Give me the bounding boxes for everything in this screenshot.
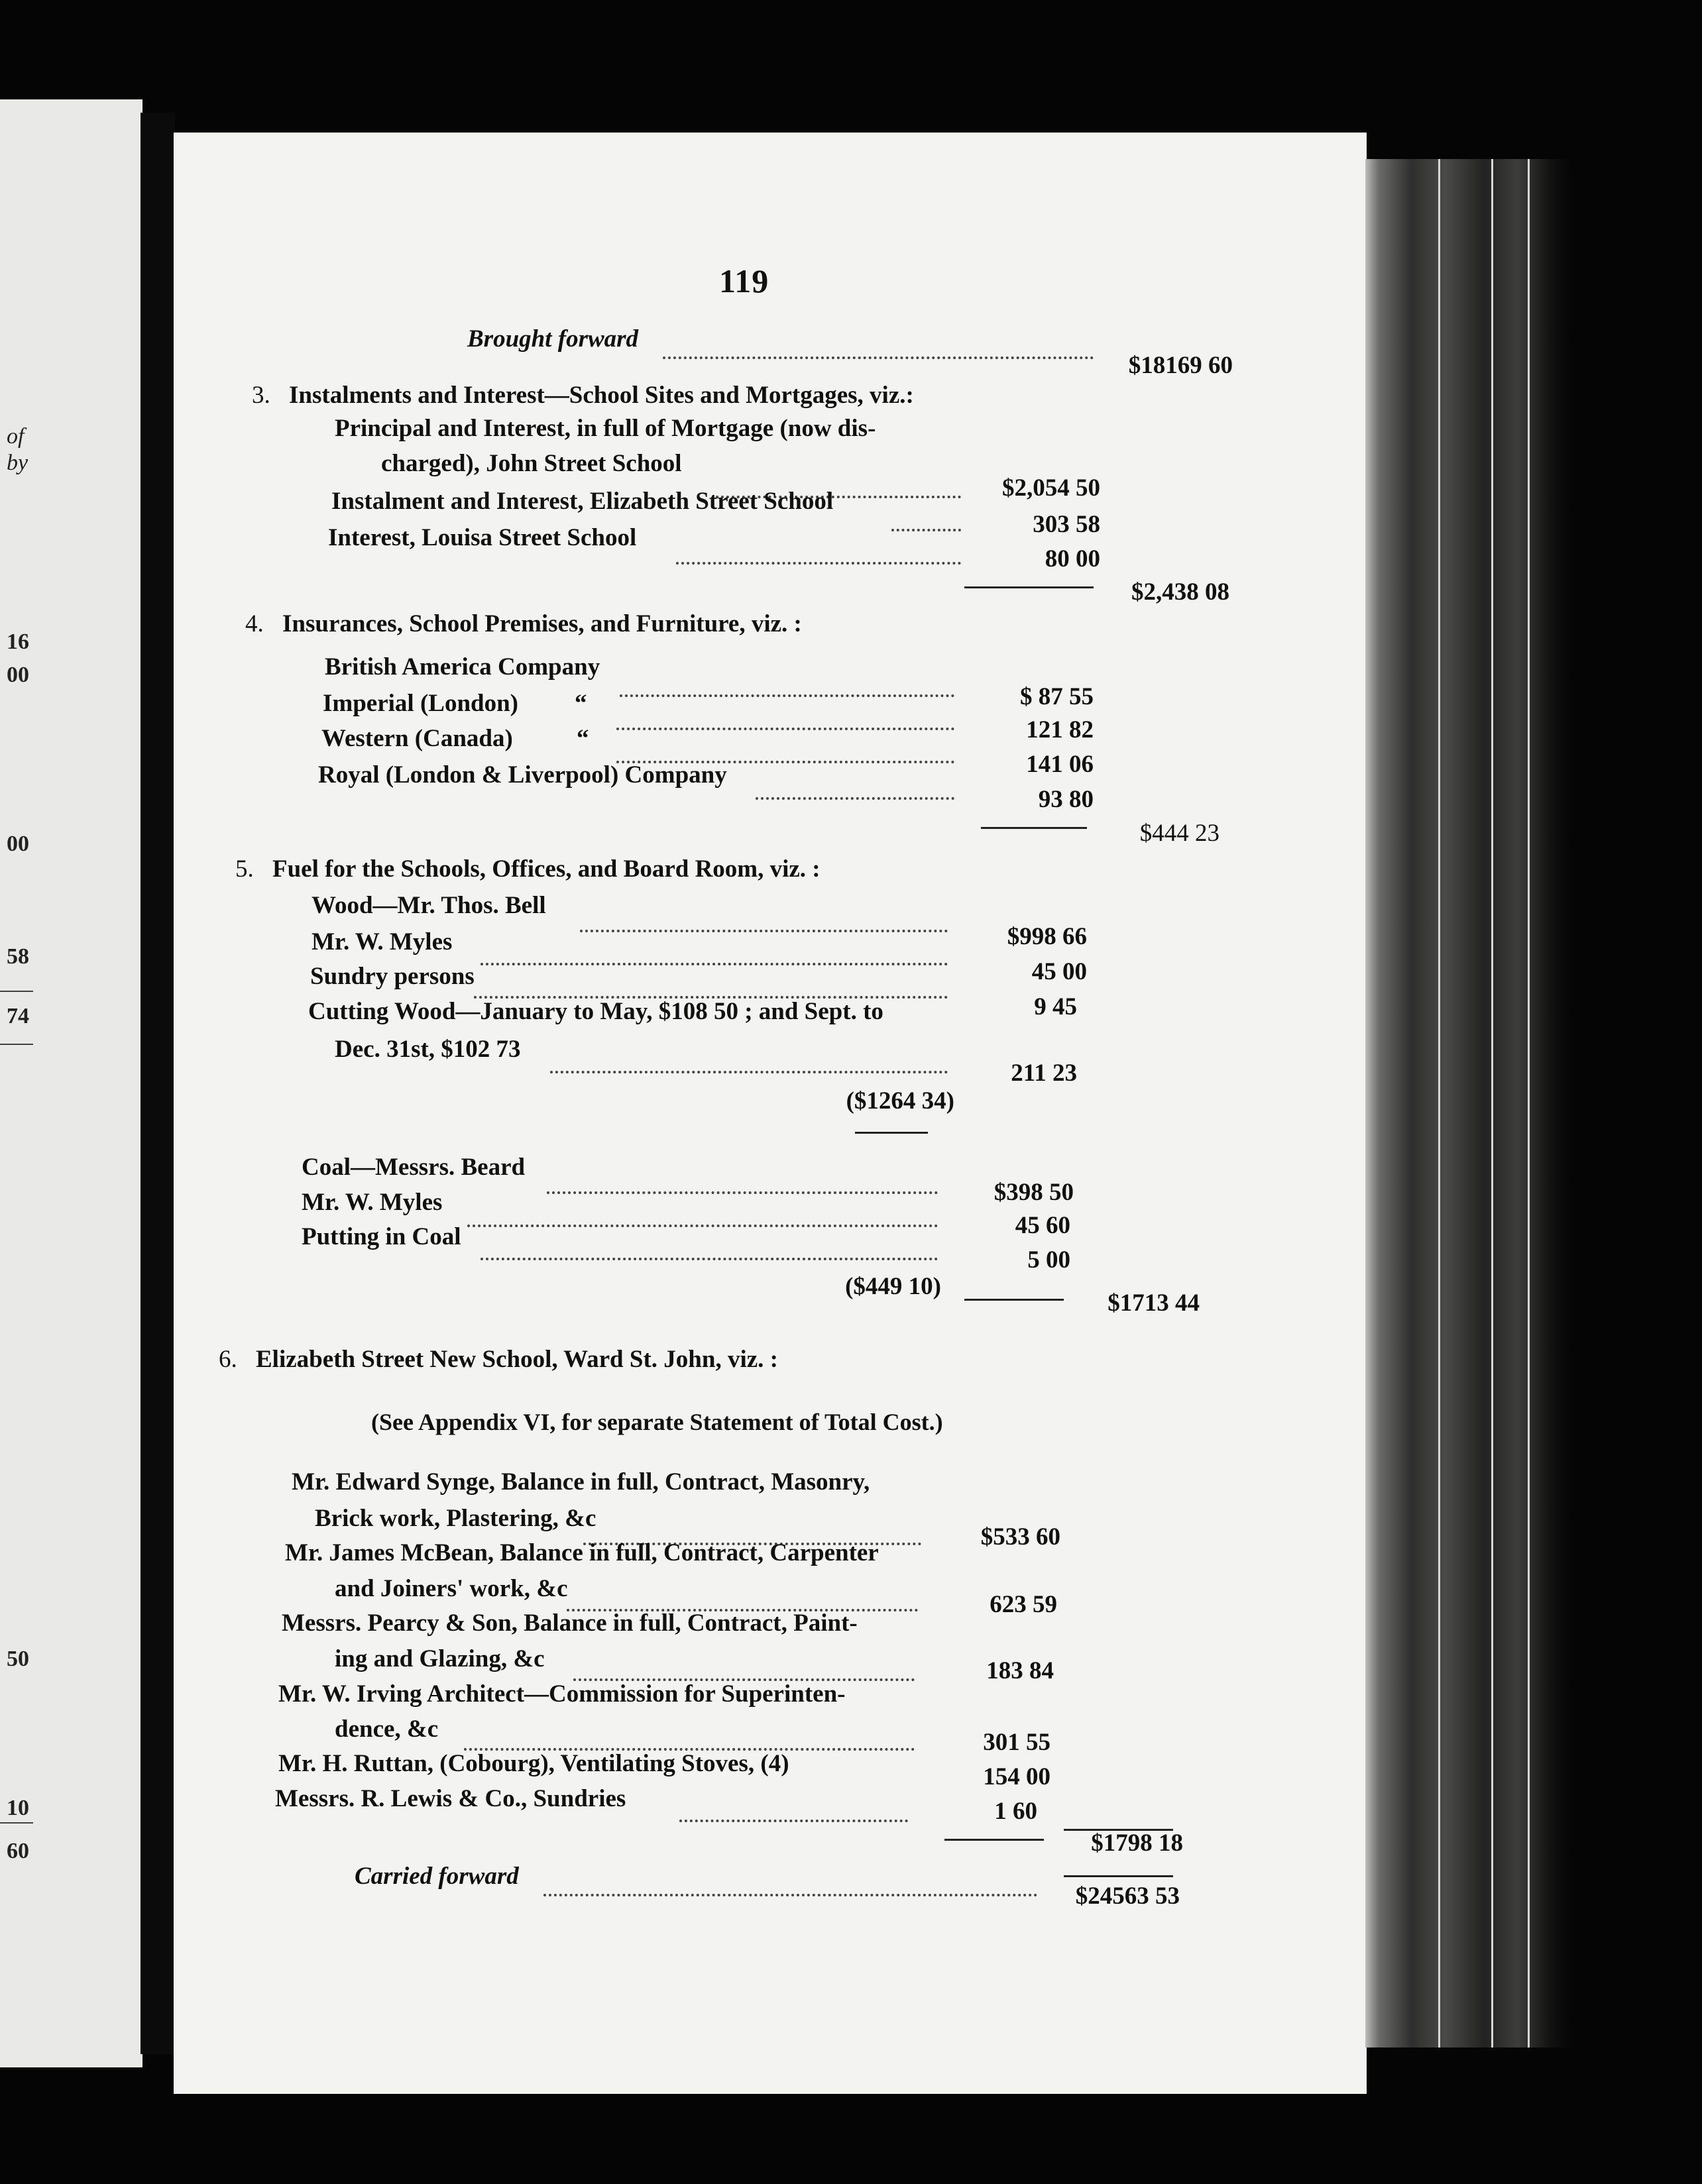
section-total: $1798 18 (1091, 1829, 1183, 1857)
subtotal-rule (964, 1299, 1064, 1301)
leader-dots (676, 543, 961, 565)
leader-dots (481, 944, 948, 965)
ledger-item: Instalment and Interest, Elizabeth Street School (331, 488, 834, 515)
ledger-item: Wood—Mr. Thos. Bell (312, 892, 546, 919)
ledger-item: Mr. Edward Synge, Balance in full, Contract, Masonry, (292, 1468, 870, 1496)
section-heading: 6. Elizabeth Street New School, Ward St. John, viz. : (219, 1346, 778, 1373)
short-rule (855, 1132, 928, 1134)
left-rule (0, 1044, 33, 1045)
appendix-note: (See Appendix VI, for separate Statement of Total Cost.) (371, 1409, 943, 1435)
left-rule (0, 1822, 33, 1824)
left-fragment: 58 (7, 944, 29, 969)
section-heading: 5. Fuel for the Schools, Offices, and Board Room, viz. : (235, 855, 821, 883)
subtotal-rule (1064, 1875, 1173, 1877)
item-amount: 301 55 (983, 1729, 1050, 1756)
ledger-item: Messrs. Pearcy & Son, Balance in full, Contract, Paint- (282, 1610, 858, 1637)
page-edges (1365, 159, 1571, 2048)
section-heading: 3. Instalments and Interest—School Sites and Mortgages, viz.: (252, 382, 914, 409)
leader-dots (481, 1239, 938, 1260)
item-amount: 154 00 (983, 1763, 1050, 1790)
leader-dots (543, 1875, 1037, 1896)
left-fragment: by (7, 451, 28, 475)
left-fragment: 74 (7, 1004, 29, 1028)
item-amount: 9 45 (1034, 993, 1077, 1020)
ledger-item: Mr. W. Myles (312, 928, 453, 956)
leader-dots (891, 510, 961, 531)
ledger-item: Mr. W. Irving Architect—Commission for Superinten- (278, 1680, 846, 1708)
ledger-item: ing and Glazing, &c (335, 1645, 545, 1672)
ledger-item: Sundry persons (310, 963, 475, 990)
item-amount: 183 84 (986, 1657, 1054, 1684)
item-amount: 141 06 (1026, 751, 1094, 778)
subtotal-rule (944, 1839, 1044, 1841)
item-amount: 121 82 (1026, 716, 1094, 743)
item-amount: $398 50 (993, 1179, 1074, 1206)
ledger-item: Brick work, Plastering, &c (315, 1505, 596, 1532)
coal-subtotal: ($449 10) (845, 1273, 941, 1300)
ledger-item: dence, &c (335, 1716, 439, 1743)
ledger-item: British America Company (325, 653, 600, 681)
carried-forward-amount: $24563 53 (1075, 1883, 1180, 1910)
carried-forward-label: Carried forward (355, 1863, 519, 1890)
ledger-item: Royal (London & Liverpool) Company (318, 761, 727, 789)
left-fragment: 50 (7, 1647, 29, 1671)
brought-forward-amount: $18169 60 (1128, 352, 1233, 379)
left-fragment: 10 (7, 1796, 29, 1820)
leader-dots (756, 779, 954, 800)
left-fragment: 16 (7, 629, 29, 654)
item-amount: $ 87 55 (1020, 683, 1094, 710)
section-heading: 4. Insurances, School Premises, and Furniture, viz. : (245, 610, 802, 637)
section-total: $1713 44 (1107, 1289, 1200, 1317)
leader-dots (616, 709, 954, 730)
item-amount: 623 59 (990, 1591, 1057, 1618)
ledger-item: Mr. W. Myles (302, 1189, 443, 1216)
subtotal-rule (981, 827, 1087, 829)
item-amount: 303 58 (1033, 511, 1100, 538)
leader-dots (467, 1206, 938, 1227)
item-amount: 211 23 (1011, 1060, 1077, 1087)
item-amount: 45 60 (1015, 1212, 1070, 1239)
leader-dots (474, 977, 948, 999)
leader-dots (580, 911, 948, 932)
left-fragment: of (7, 424, 25, 449)
section-total: $444 23 (1139, 820, 1220, 847)
ledger-item: and Joiners' work, &c (335, 1575, 568, 1602)
ledger-item: Western (Canada) “ (321, 725, 589, 752)
section-total: $2,438 08 (1131, 578, 1229, 606)
item-amount: $998 66 (1007, 923, 1087, 950)
item-amount: 5 00 (1027, 1246, 1070, 1274)
leader-dots (550, 1052, 948, 1073)
ledger-item: Imperial (London) “ (323, 690, 587, 717)
left-rule (0, 991, 33, 992)
ledger-item: Cutting Wood—January to May, $108 50 ; and Sept. to (308, 998, 883, 1025)
ledger-item: Coal—Messrs. Beard (302, 1154, 526, 1181)
item-amount: $2,054 50 (1002, 474, 1100, 502)
page-number: 119 (719, 262, 769, 300)
left-fragment: 00 (7, 832, 29, 856)
subtotal-rule (964, 586, 1094, 588)
ledger-item: Principal and Interest, in full of Mortgage (now dis- (335, 415, 876, 442)
left-fragment: 00 (7, 663, 29, 687)
ledger-item: Interest, Louisa Street School (328, 524, 637, 551)
item-amount: 93 80 (1038, 786, 1094, 813)
leader-dots (464, 1729, 915, 1751)
book-gutter (141, 113, 175, 2054)
left-facing-page (0, 99, 142, 2067)
ledger-item: Putting in Coal (302, 1223, 461, 1250)
brought-forward-label: Brought forward (467, 325, 639, 353)
item-amount: 45 00 (1031, 958, 1087, 985)
ledger-item: charged), John Street School (381, 450, 682, 477)
leader-dots (679, 1801, 908, 1822)
ledger-item: Messrs. R. Lewis & Co., Sundries (275, 1785, 626, 1812)
ledger-item: Mr. James McBean, Balance in full, Contract, Carpenter (285, 1539, 879, 1566)
item-amount: 80 00 (1045, 545, 1100, 573)
wood-subtotal: ($1264 34) (846, 1087, 954, 1115)
leader-dots (547, 1173, 938, 1194)
leader-dots (573, 1660, 915, 1681)
ledger-item: Dec. 31st, $102 73 (335, 1036, 521, 1063)
leader-dots (620, 676, 954, 697)
item-amount: $533 60 (980, 1523, 1060, 1551)
leader-dots (663, 338, 1094, 359)
item-amount: 1 60 (994, 1798, 1037, 1825)
ledger-item: Mr. H. Ruttan, (Cobourg), Ventilating Stoves, (4) (278, 1750, 789, 1777)
left-fragment: 60 (7, 1839, 29, 1863)
